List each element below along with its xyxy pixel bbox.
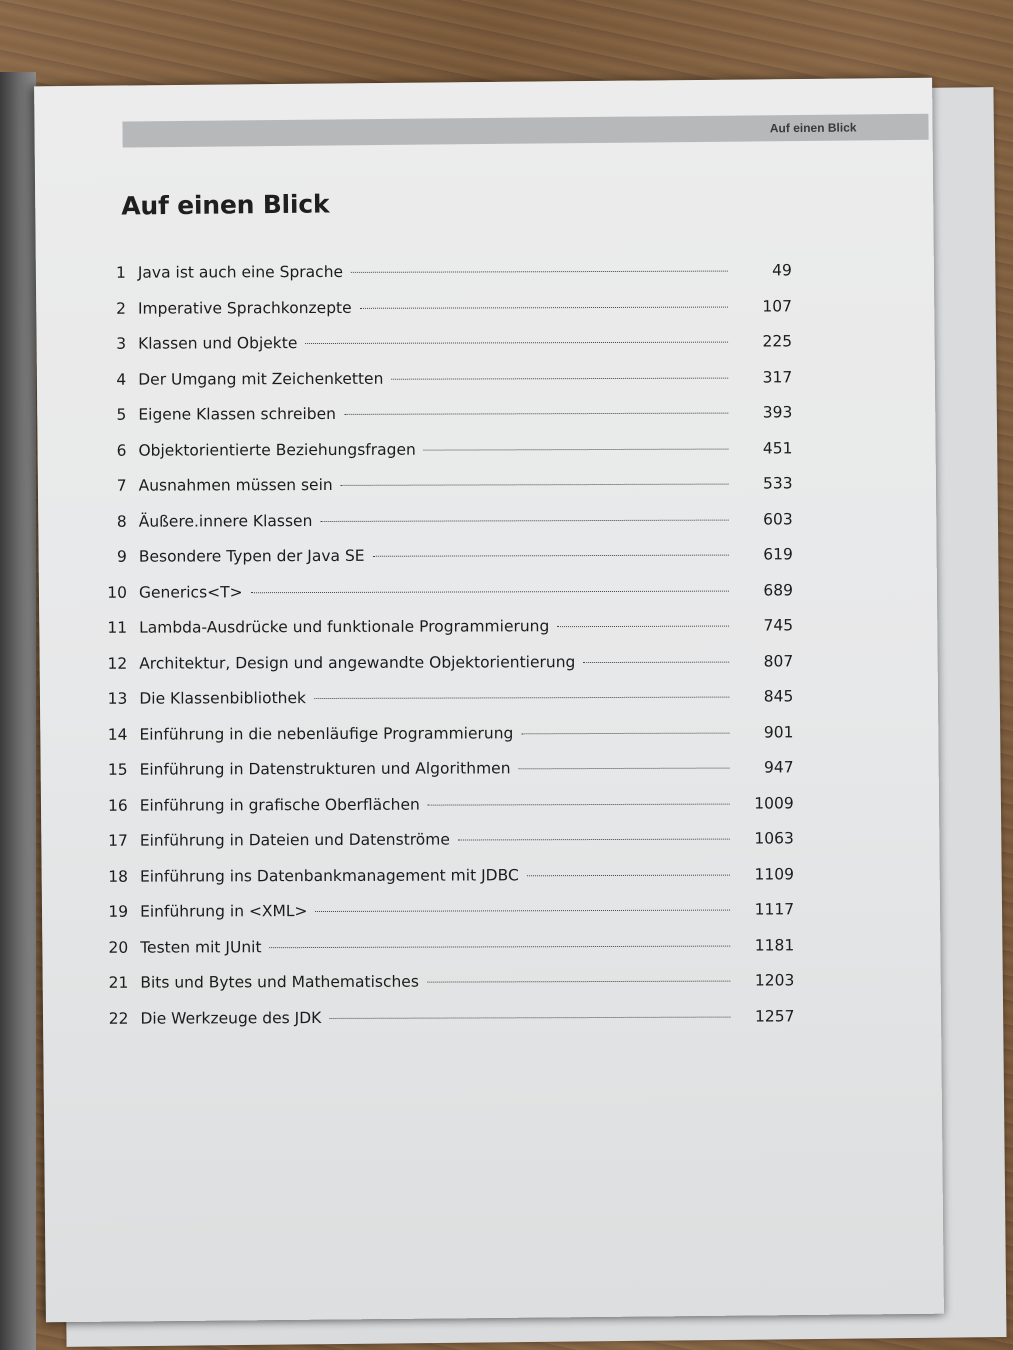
toc-chapter-number: 14 (107, 725, 128, 744)
toc-entry (94, 971, 794, 1009)
page-title: Auf einen Blick (121, 189, 330, 221)
toc-chapter-number: 2 (116, 299, 126, 318)
toc-entry (93, 616, 793, 654)
toc-entry (93, 545, 793, 583)
toc-page-number: 225 (762, 332, 793, 351)
book-page (34, 78, 944, 1323)
toc-entry (94, 1007, 794, 1045)
toc-entry (93, 652, 793, 690)
toc-chapter-title: Einführung in <XML> (140, 902, 308, 921)
toc-dot-leader (329, 1015, 730, 1018)
toc-dot-leader (314, 696, 729, 699)
toc-entry (92, 261, 792, 299)
toc-entry (94, 829, 794, 867)
toc-page-number: 845 (763, 687, 794, 706)
toc-page-number: 393 (762, 403, 793, 422)
toc-chapter-title: Imperative Sprachkonzepte (137, 298, 352, 318)
running-header-bar (122, 114, 928, 148)
toc-entry (92, 403, 792, 441)
toc-chapter-title: Objektorientierte Beziehungsfragen (138, 440, 416, 460)
book-spine-edge (0, 72, 36, 1350)
toc-dot-leader (428, 802, 730, 805)
toc-entry (93, 474, 793, 512)
toc-dot-leader (373, 554, 729, 557)
toc-chapter-title: Einführung in grafische Oberflächen (139, 795, 420, 815)
toc-chapter-title: Besondere Typen der Java SE (138, 546, 365, 566)
toc-chapter-title: Einführung in Dateien und Datenströme (139, 830, 450, 850)
toc-chapter-title: Einführung in die nebenläufige Programmierung (139, 723, 514, 744)
toc-page-number: 1181 (754, 935, 795, 954)
toc-page-number: 1009 (754, 793, 794, 812)
toc-page-number: 745 (763, 616, 794, 635)
toc-chapter-title: Lambda-Ausdrücke und funktionale Programmierung (139, 617, 550, 637)
toc-entry (94, 794, 794, 832)
toc-chapter-number: 7 (116, 476, 127, 495)
toc-dot-leader (341, 483, 729, 486)
toc-page-number: 947 (763, 758, 794, 777)
toc-dot-leader (320, 518, 728, 521)
toc-entry (92, 368, 792, 406)
toc-page-number: 533 (762, 474, 793, 493)
toc-chapter-number: 11 (107, 618, 128, 637)
toc-chapter-title: Einführung ins Datenbankmanagement mit JDBC (139, 865, 519, 886)
table-of-contents (92, 261, 795, 1044)
toc-entry (94, 758, 794, 796)
toc-dot-leader (305, 341, 728, 344)
toc-entry (93, 581, 793, 619)
toc-entry (92, 297, 792, 335)
toc-dot-leader (557, 625, 729, 628)
toc-entry (94, 936, 794, 974)
toc-page-number: 107 (762, 296, 792, 315)
toc-dot-leader (251, 589, 729, 593)
toc-chapter-number: 4 (116, 370, 127, 389)
toc-dot-leader (427, 980, 730, 983)
toc-page-number: 1109 (754, 864, 794, 883)
toc-entry (93, 723, 793, 761)
toc-dot-leader (316, 909, 731, 912)
toc-dot-leader (521, 731, 729, 734)
toc-chapter-title: Klassen und Objekte (138, 334, 298, 353)
toc-dot-leader (391, 376, 728, 379)
toc-chapter-title: Einführung in Datenstrukturen und Algorithmen (139, 759, 511, 779)
toc-page-number: 1063 (754, 829, 794, 848)
toc-dot-leader (360, 305, 728, 308)
toc-chapter-number: 1 (115, 263, 126, 282)
toc-dot-leader (424, 447, 729, 450)
toc-chapter-number: 19 (108, 902, 129, 921)
toc-chapter-title: Eigene Klassen schreiben (138, 404, 337, 424)
toc-chapter-number: 17 (108, 831, 128, 850)
toc-dot-leader (270, 944, 731, 948)
running-header-title: Auf einen Blick (769, 120, 857, 136)
toc-page-number: 1117 (754, 900, 795, 919)
toc-chapter-number: 12 (107, 654, 128, 673)
toc-chapter-title: Bits und Bytes und Mathematisches (140, 972, 419, 992)
toc-entry (93, 687, 793, 725)
toc-page-number: 1203 (754, 971, 795, 990)
toc-page-number: 689 (763, 580, 793, 599)
toc-chapter-title: Ausnahmen müssen sein (138, 475, 333, 495)
toc-entry (92, 332, 792, 370)
toc-chapter-title: Der Umgang mit Zeichenketten (138, 369, 384, 389)
toc-chapter-number: 10 (107, 583, 127, 602)
toc-entry (94, 900, 794, 938)
toc-chapter-number: 16 (107, 796, 128, 815)
toc-chapter-title: Architektur, Design und angewandte Objektorientierung (139, 652, 576, 673)
toc-chapter-number: 20 (108, 938, 129, 957)
toc-chapter-number: 8 (116, 512, 127, 531)
toc-chapter-title: Äußere.innere Klassen (138, 511, 313, 531)
toc-page-number: 901 (763, 722, 794, 741)
toc-entry (94, 865, 794, 903)
toc-chapter-number: 5 (116, 405, 127, 424)
toc-chapter-title: Java ist auch eine Sprache (137, 262, 344, 282)
toc-page-number: 1257 (754, 1006, 795, 1025)
toc-chapter-title: Testen mit JUnit (140, 937, 262, 957)
toc-dot-leader (344, 412, 728, 415)
toc-page-number: 619 (763, 545, 793, 564)
toc-chapter-title: Die Werkzeuge des JDK (140, 1008, 322, 1028)
toc-page-number: 317 (762, 367, 793, 386)
toc-dot-leader (527, 873, 730, 876)
toc-chapter-number: 13 (107, 689, 128, 708)
toc-page-number: 603 (763, 509, 793, 528)
toc-chapter-number: 6 (116, 441, 127, 460)
toc-entry (93, 510, 793, 548)
toc-dot-leader (583, 660, 729, 663)
toc-entry (92, 439, 792, 477)
toc-page-number: 49 (772, 261, 792, 280)
toc-chapter-title: Die Klassenbibliothek (139, 689, 307, 708)
toc-chapter-number: 15 (107, 760, 128, 779)
toc-chapter-number: 22 (108, 1009, 129, 1028)
toc-chapter-number: 9 (116, 547, 127, 566)
toc-page-number: 451 (762, 438, 793, 457)
toc-page-number: 807 (763, 651, 794, 670)
toc-dot-leader (519, 767, 730, 770)
toc-chapter-title: Generics<T> (138, 582, 243, 602)
toc-chapter-number: 18 (108, 867, 128, 886)
toc-chapter-number: 3 (116, 334, 127, 353)
toc-chapter-number: 21 (108, 973, 129, 992)
toc-dot-leader (351, 270, 728, 273)
toc-dot-leader (458, 838, 730, 841)
